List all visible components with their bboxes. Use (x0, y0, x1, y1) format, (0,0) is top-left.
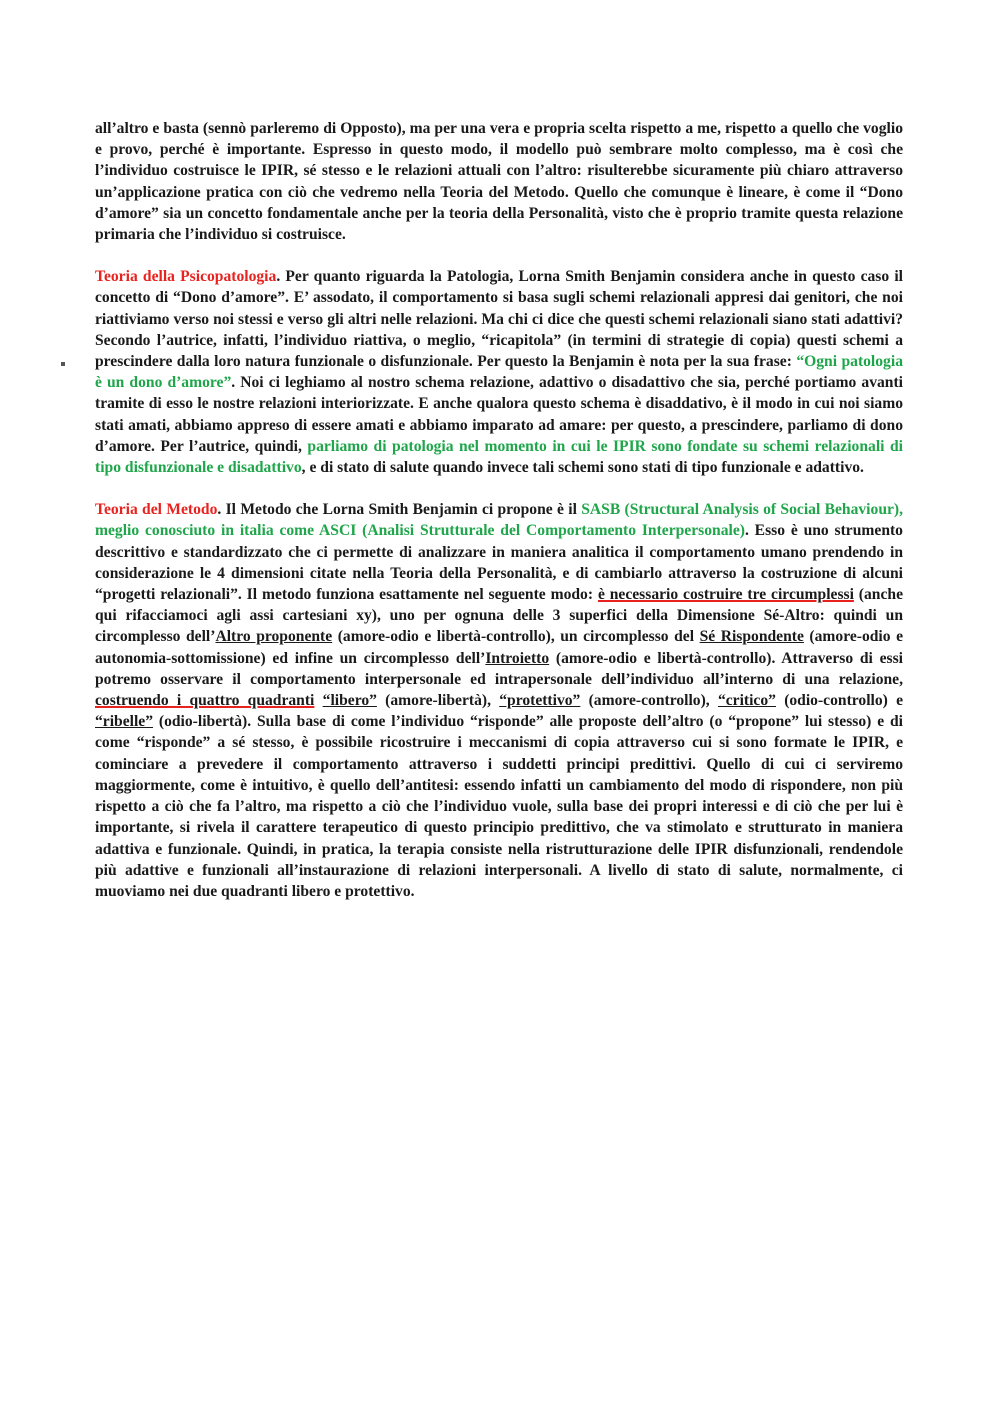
paragraph-text: . Noi ci leghiamo al nostro schema relazione, adattivo o disadattivo che sia, perché portiamo avanti tramite di esso le nostre relazioni interiorizzate. E anche qualora questo schema è disaddativo, è il modo in cui noi siamo stati amati, abbiamo appreso di essere amati e abbiamo imparato ad amare: per questo, a prescindere, parliamo di dono d’amore. Per l’autrice, quindi, (95, 374, 903, 455)
paragraph-personality-continuation (95, 118, 903, 245)
highlighted-sasb-name: SASB (Structural Analysis of Social Behaviour), meglio conosciuto in italia come ASCI (Analisi Strutturale del Comportamento Interpersonale) (95, 501, 903, 540)
underlined-quadrant-ribelle: “ribelle” (95, 713, 154, 731)
paragraph-text: . Il Metodo che Lorna Smith Benjamin ci propone è il (217, 501, 582, 519)
paragraph-text: (odio-controllo) e (775, 692, 904, 710)
underlined-quadrant-critico: “critico” (717, 692, 776, 710)
paragraph-text: . Per quanto riguarda la Patologia, Lorna Smith Benjamin considera anche in questo caso il concetto di “Dono d’amore”. E’ assodato, il comportamento si basa sugli schemi relazionali appresi dai genitori, che noi riattiviamo verso noi stessi e verso gli altri nelle relazioni. Ma chi ci dice che questi schemi relazionali siano stati adattivi? Secondo l’autrice, infatti, l’individuo riattiva, o meglio, “ricapitola” (in termini di strategie di copia) questi schemi a prescindere dalla loro natura funzionale o disfunzionale. Per questo la Benjamin è nota per la sua frase: (95, 268, 904, 371)
margin-bullet-mark (61, 362, 65, 366)
highlighted-definition: parliamo di patologia nel momento in cui le IPIR sono fondate su schemi relazionali di tipo disfunzionale e disadattivo (95, 437, 903, 477)
paragraph-text (314, 692, 322, 709)
paragraph-text: all’altro e basta (sennò parleremo di Opposto), ma per una vera e propria scelta rispetto a me, rispetto a quello che voglio e provo, perché è importante. Espresso in questo modo, il modello può sembrare molto complesso, ma è così che l’individuo costruisce le IPIR, sé stesso e le relazioni attuali con l’altro: risulterebbe sicuramente più chiaro attraverso un’applicazione pratica con ciò che vedremo nella Teoria del Metodo. Quello che comunque è lineare, è come il “Dono d’amore” sia un concetto fondamentale anche per la teoria della Personalità, visto che è proprio tramite questa relazione primaria che l’individuo si costruisce. (95, 120, 903, 244)
underlined-phrase: è necessario costruire tre circumplessi (597, 586, 854, 604)
paragraph-text: (amore-libertà), (376, 692, 500, 710)
underlined-phrase: costruendo i quattro quadranti (95, 692, 315, 710)
underlined-term-altro-proponente: Altro proponente (215, 628, 333, 646)
underlined-quadrant-libero: “libero” (322, 692, 377, 710)
underlined-quadrant-protettivo: “protettivo” (499, 692, 581, 710)
underlined-term-introietto: Introietto (485, 649, 550, 667)
document-body (95, 118, 903, 923)
section-heading-method: Teoria del Metodo (95, 501, 218, 519)
underlined-term-se-rispondente: Sé Rispondente (699, 628, 804, 646)
paragraph-text: (amore-odio e libertà-controllo), un circomplesso del (332, 628, 700, 646)
highlighted-quote: “Ogni patologia è un dono d’amore” (95, 353, 903, 392)
paragraph-text: (anche qui rifacciamoci agli assi cartesiani xy), uno per ognuna delle 3 superfici della Dimensione Sé-Altro: quindi un circomplesso dell’ (95, 586, 903, 646)
paragraph-text: (amore-odio e libertà-controllo). Attraverso di essi potremo osservare il comportamento interpersonale ed intrapersonale dell’individuo all’interno di una relazione, (95, 649, 903, 688)
paragraph-text: (odio-libertà). Sulla base di come l’individuo “risponde” alle proposte dell’altro (o “propone” lui stesso) e di come “risponde” a sé stesso, è possibile ricostruire i meccanismi di copia attraverso cui si sono formate le IPIR, e cominciare a prevedere il comportamento attraverso i suddetti principi predittivi. Quello di cui ci serviremo maggiormente, come è intuitivo, è quello dell’antitesi: essendo infatti un cambiamento del modo di rispondere, non più rispetto a ciò che fa l’altro, ma rispetto a ciò che l’individuo vuole, sulla base dei propri interessi e di ciò che per lui è importante, si rivela il carattere terapeutico di questo principio predittivo, che va stimolato e strutturato in maniera adattiva e funzionale. Quindi, in pratica, la terapia consiste nella ristrutturazione delle IPIR disfunzionali, rendendole più adattive e funzionali all’instaurazione di relazioni interpersonali. A livello di stato di salute, normalmente, ci muoviamo nei due quadranti libero e protettivo. (95, 713, 903, 900)
section-heading-psychopathology: Teoria della Psicopatologia (95, 268, 277, 286)
paragraph-text: . Esso è uno strumento descrittivo e standardizzato che ci permette di analizzare in maniera analitica il comportamento umano prendendo in considerazione le 4 dimensioni citate nella Teoria della Personalità, e di cambiarlo attraverso la costruzione di alcuni “progetti relazionali”. Il metodo funziona esattamente nel seguente modo: (95, 522, 903, 604)
paragraph-method (95, 499, 903, 902)
paragraph-text: (amore-odio e autonomia-sottomissione) ed infine un circomplesso dell’ (95, 628, 903, 667)
paragraph-text: (amore-controllo), (580, 692, 718, 710)
paragraph-text: , e di stato di salute quando invece tali schemi sono stati di tipo funzionale e adattivo. (301, 459, 864, 477)
paragraph-psychopathology (95, 266, 903, 478)
